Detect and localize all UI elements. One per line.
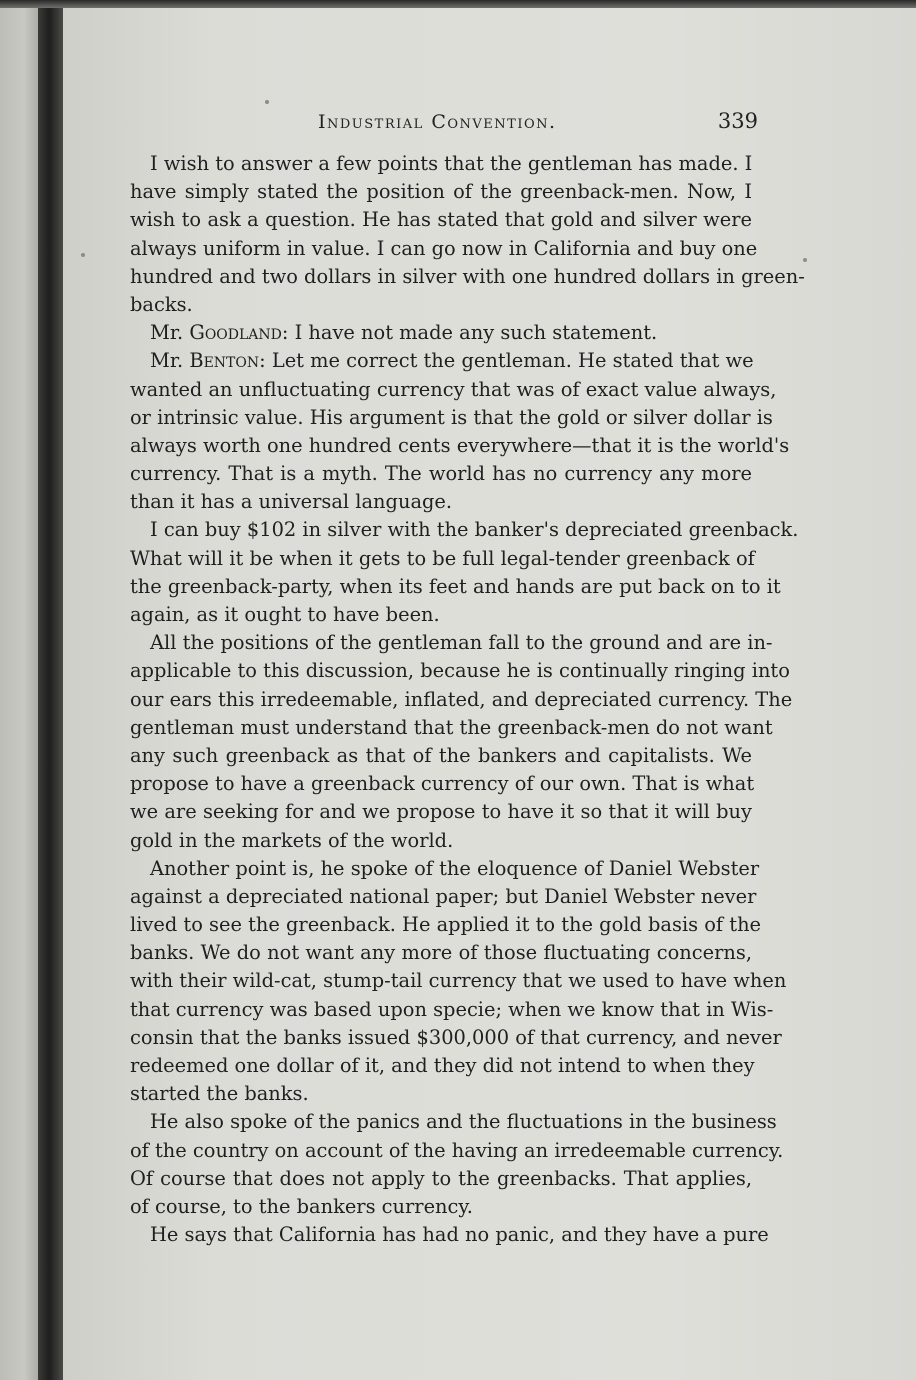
text-line: of the country on account of the having an irredeemable currency. bbox=[130, 1138, 784, 1162]
text-line: hundred and two dollars in silver with one hundred dollars in green- bbox=[130, 264, 805, 288]
text-line: consin that the banks issued $300,000 of that currency, and never bbox=[130, 1025, 782, 1049]
text-line: any such greenback as that of the bankers and capitalists. We bbox=[130, 743, 752, 767]
text-line: always uniform in value. I can go now in California and buy one bbox=[130, 236, 758, 260]
text-line: I wish to answer a few points that the gentleman has made. I bbox=[150, 152, 753, 175]
page-number: 339 bbox=[717, 109, 758, 133]
text-line: Mr. Goodland: I have not made any such statement. bbox=[150, 321, 658, 345]
binding-shadow bbox=[0, 0, 40, 1380]
text-line: wish to ask a question. He has stated that gold and silver were bbox=[130, 208, 752, 232]
text-line: lived to see the greenback. He applied it to the gold basis of the bbox=[130, 913, 762, 937]
text-line: redeemed one dollar of it, and they did not intend to when they bbox=[130, 1054, 755, 1077]
text-line: again, as it ought to have been. bbox=[130, 603, 440, 626]
text-line: He also spoke of the panics and the fluctuations in the business bbox=[150, 1110, 777, 1134]
text-line: propose to have a greenback currency of our own. That is what bbox=[130, 772, 755, 796]
text-line: backs. bbox=[130, 292, 193, 316]
text-line: All the positions of the gentleman fall to the ground and are in- bbox=[150, 631, 773, 655]
paper-speck bbox=[81, 253, 85, 257]
text-line: Mr. Benton: Let me correct the gentleman. He stated that we bbox=[150, 349, 754, 373]
text-line: always worth one hundred cents everywhere—that it is the world's bbox=[130, 433, 790, 457]
text-line: than it has a universal language. bbox=[130, 490, 453, 514]
paper-speck bbox=[265, 100, 269, 104]
text-line: the greenback-party, when its feet and hands are put back on to it bbox=[130, 574, 781, 598]
body-text bbox=[130, 150, 805, 1249]
running-title: Industrial Convention. bbox=[318, 111, 557, 133]
text-line: currency. That is a myth. The world has no currency any more bbox=[130, 462, 752, 486]
text-line: banks. We do not want any more of those fluctuating concerns, bbox=[130, 941, 752, 965]
text-line: with their wild-cat, stump-tail currency that we used to have when bbox=[130, 969, 787, 993]
text-line: we are seeking for and we propose to have it so that it will buy bbox=[130, 800, 752, 824]
text-line: of course, to the bankers currency. bbox=[130, 1194, 473, 1218]
text-line: against a depreciated national paper; but Daniel Webster never bbox=[130, 884, 757, 908]
text-line: gentleman must understand that the greenback-men do not want bbox=[130, 715, 773, 739]
top-page-edge bbox=[0, 0, 916, 8]
text-line: Another point is, he spoke of the eloquence of Daniel Webster bbox=[150, 856, 760, 880]
text-line: our ears this irredeemable, inflated, and depreciated currency. The bbox=[130, 687, 793, 711]
book-binding-edge bbox=[38, 0, 63, 1380]
text-line: He says that California has had no panic, and they have a pure bbox=[150, 1223, 769, 1247]
text-line: Of course that does not apply to the greenbacks. That applies, bbox=[130, 1166, 752, 1190]
text-line: applicable to this discussion, because he is continually ringing into bbox=[130, 659, 790, 683]
text-line: started the banks. bbox=[130, 1082, 309, 1106]
running-head bbox=[318, 111, 758, 141]
text-line: wanted an unfluctuating currency that was of exact value always, bbox=[130, 377, 777, 401]
text-line: What will it be when it gets to be full legal-tender greenback of bbox=[130, 546, 755, 570]
text-line: that currency was based upon specie; when we know that in Wis- bbox=[130, 997, 774, 1021]
text-line: or intrinsic value. His argument is that the gold or silver dollar is bbox=[130, 405, 773, 429]
text-line: gold in the markets of the world. bbox=[130, 828, 454, 852]
text-line: have simply stated the position of the greenback-men. Now, I bbox=[130, 180, 752, 204]
paper-speck bbox=[803, 258, 807, 262]
text-line: I can buy $102 in silver with the banker's depreciated greenback. bbox=[150, 518, 799, 542]
